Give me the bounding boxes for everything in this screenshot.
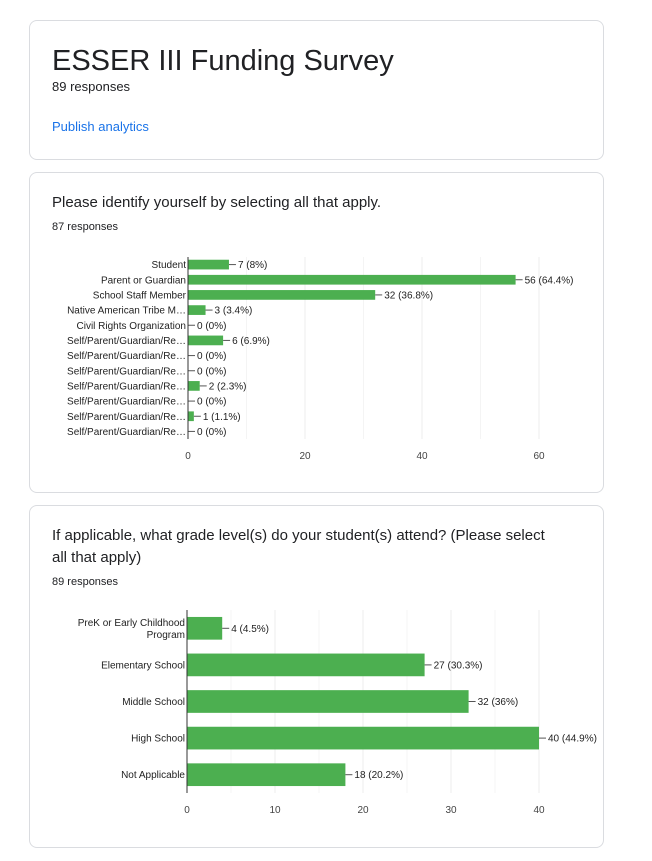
grade-level-bar-chart — [30, 506, 603, 847]
data-label: 0 (0%) — [197, 426, 227, 438]
x-tick-label: 40 — [416, 451, 428, 462]
bar — [187, 617, 222, 640]
category-label: Not Applicable — [121, 770, 185, 782]
question-response-count: 89 responses — [52, 576, 119, 588]
x-tick-label: 0 — [184, 805, 190, 816]
question-response-count: 87 responses — [52, 221, 119, 233]
category-label: Middle School — [122, 697, 185, 708]
bar — [188, 260, 229, 270]
publish-analytics-link[interactable]: Publish analytics — [52, 119, 149, 134]
x-tick-label: 40 — [533, 805, 545, 816]
bar — [187, 727, 539, 750]
category-label: Parent or Guardian — [100, 275, 186, 287]
data-label: 4 (4.5%) — [231, 623, 269, 635]
x-tick-label: 10 — [269, 805, 281, 816]
data-label: 2 (2.3%) — [208, 381, 247, 393]
bar — [188, 381, 200, 391]
data-label: 0 (0%) — [197, 366, 227, 378]
category-label: Civil Rights Organization — [76, 320, 186, 332]
x-tick-label: 0 — [185, 451, 191, 462]
bar — [187, 690, 469, 713]
bar — [188, 305, 206, 315]
data-label: 0 (0%) — [197, 351, 227, 363]
question-card-identify — [29, 172, 604, 493]
category-label: Native American Tribe M… — [67, 305, 186, 317]
data-label: 7 (8%) — [237, 260, 268, 272]
form-header-card — [29, 20, 604, 160]
data-label: 18 (20.2%) — [354, 770, 404, 782]
x-tick-label: 20 — [299, 451, 311, 462]
form-title: ESSER III Funding Survey — [52, 45, 394, 77]
category-label: High School — [131, 733, 185, 745]
question-card-grade-level — [29, 505, 604, 848]
bar — [188, 275, 516, 285]
data-label: 56 (64.4%) — [524, 275, 574, 287]
bar — [188, 290, 375, 300]
category-label: Program — [146, 629, 185, 641]
category-label: Self/Parent/Guardian/Re… — [67, 381, 186, 393]
x-tick-label: 30 — [445, 805, 457, 816]
data-label: 1 (1.1%) — [202, 411, 241, 423]
data-label: 27 (30.3%) — [433, 660, 483, 672]
category-label: Self/Parent/Guardian/Re… — [67, 426, 186, 438]
category-label: PreK or Early Childhood — [77, 617, 185, 629]
bar — [187, 654, 425, 677]
data-label: 32 (36.8%) — [384, 290, 434, 302]
category-label: School Staff Member — [92, 290, 186, 302]
category-label: Self/Parent/Guardian/Re… — [67, 366, 186, 378]
category-label: Self/Parent/Guardian/Re… — [67, 335, 186, 347]
bar — [187, 763, 345, 786]
category-label: Self/Parent/Guardian/Re… — [67, 396, 186, 408]
x-tick-label: 20 — [357, 805, 369, 816]
bar — [188, 336, 223, 346]
identify-bar-chart — [30, 173, 603, 492]
category-label: Student — [151, 260, 186, 272]
data-label: 32 (36%) — [477, 697, 519, 708]
category-label: Self/Parent/Guardian/Re… — [67, 411, 186, 423]
bar — [188, 411, 194, 421]
data-label: 0 (0%) — [197, 396, 227, 408]
question-title: Please identify yourself by selecting all that apply. — [52, 194, 382, 211]
response-count: 89 responses — [52, 79, 131, 94]
data-label: 0 (0%) — [197, 320, 227, 332]
data-label: 6 (6.9%) — [232, 335, 270, 347]
category-label: Self/Parent/Guardian/Re… — [67, 351, 186, 363]
data-label: 40 (44.9%) — [548, 733, 597, 745]
question-title: If applicable, what grade level(s) do your student(s) attend? (Please select all that apply) — [52, 527, 545, 566]
data-label: 3 (3.4%) — [214, 305, 253, 317]
category-label: Elementary School — [101, 660, 185, 672]
x-tick-label: 60 — [533, 451, 545, 462]
